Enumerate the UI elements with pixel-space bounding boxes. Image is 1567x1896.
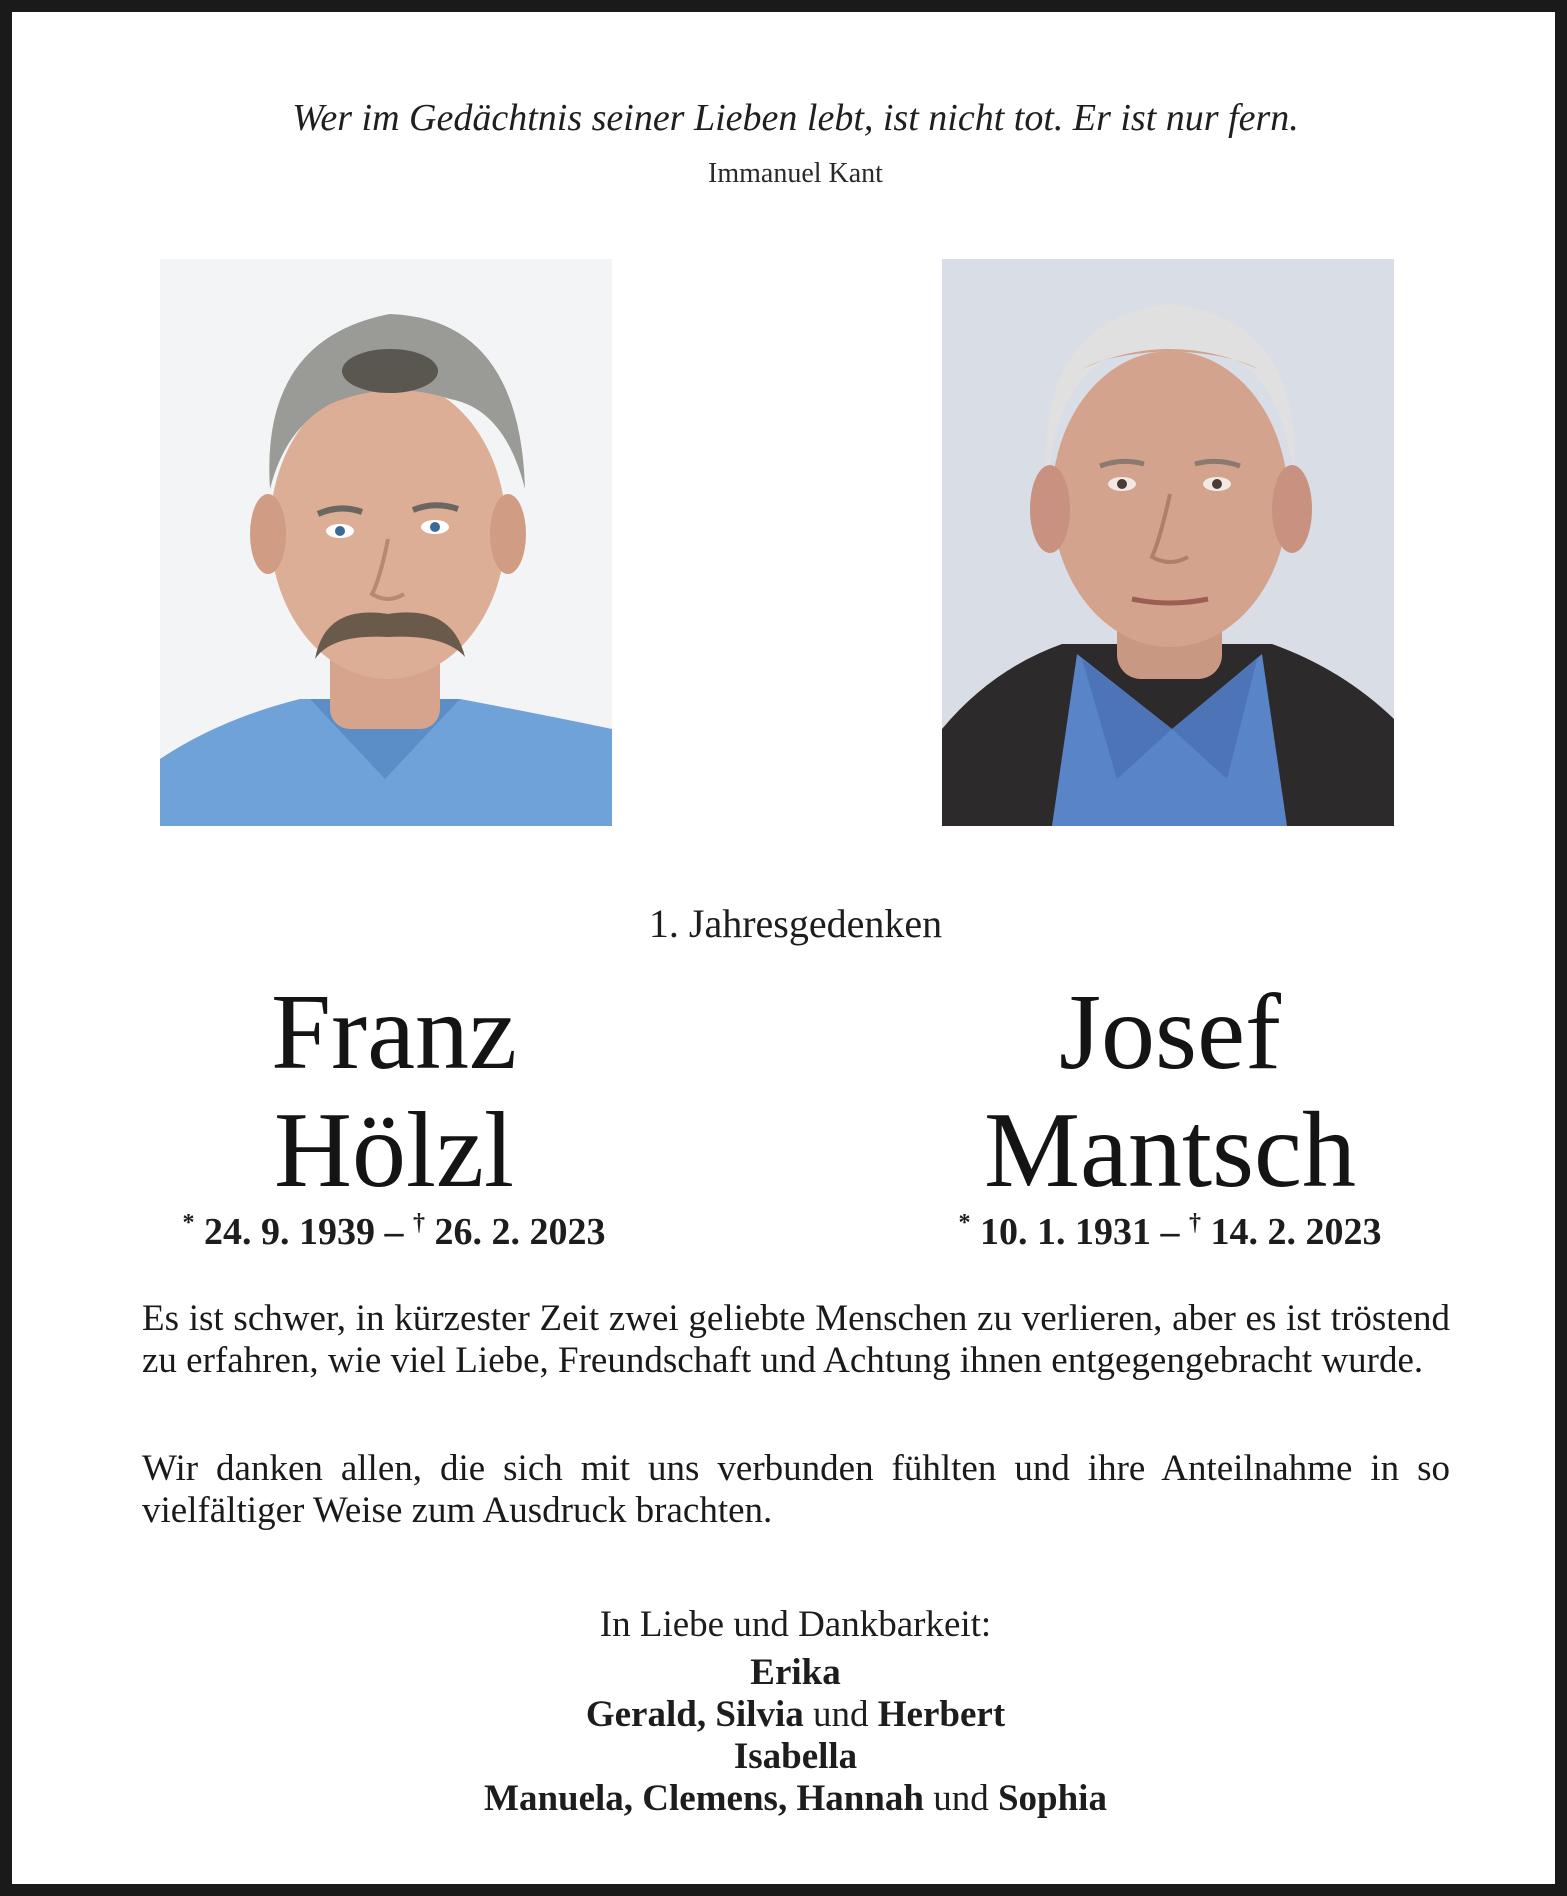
date-separator-right: –: [1160, 1211, 1180, 1253]
portrait-left-illustration: [160, 259, 612, 826]
death-date-left: 26. 2. 2023: [434, 1211, 606, 1253]
closing-text: In Liebe und Dankbarkeit:: [599, 1604, 992, 1645]
death-mark-right: †: [1189, 1210, 1201, 1236]
birth-mark-left: *: [182, 1210, 195, 1236]
family-line: [12, 1694, 1567, 1736]
family-line: [12, 1778, 1567, 1820]
death-date-right: 14. 2. 2023: [1210, 1211, 1382, 1253]
family-name: Manuela, Clemens, Hannah: [484, 1778, 924, 1819]
quote-author: Immanuel Kant: [708, 158, 883, 189]
date-separator-left: –: [384, 1211, 404, 1253]
family-conjunction: und: [813, 1694, 869, 1735]
anniversary-title: 1. Jahresgedenken: [648, 901, 943, 946]
first-name-right: Josef: [1059, 973, 1281, 1092]
birth-date-right: 10. 1. 1931: [980, 1211, 1151, 1253]
last-name-left: Hölzl: [274, 1091, 514, 1210]
family-signature: [12, 1652, 1567, 1820]
message-paragraph-1: Es ist schwer, in kürzester Zeit zwei geliebte Menschen zu verlieren, aber es ist tröstend zu erfahren, wie viel Liebe, Freundschaft und Achtung ihnen entgegengebracht wurde.: [142, 1298, 1450, 1381]
name-right: [890, 974, 1450, 1210]
portrait-photo-left: [160, 259, 612, 826]
family-line: [12, 1736, 1567, 1778]
first-name-left: Franz: [271, 973, 517, 1092]
message-paragraph-2: Wir danken allen, die sich mit uns verbunden fühlten und ihre Anteilnahme in so vielfältiger Weise zum Ausdruck brachten.: [142, 1448, 1450, 1531]
family-name: Isabella: [733, 1736, 858, 1777]
last-name-right: Mantsch: [984, 1091, 1356, 1210]
birth-date-left: 24. 9. 1939: [204, 1211, 375, 1253]
life-dates-left: [114, 1210, 674, 1254]
quote-text: Wer im Gedächtnis seiner Lieben lebt, ist nicht tot. Er ist nur fern.: [292, 97, 1299, 139]
name-left: [114, 974, 674, 1210]
portrait-right-illustration: [942, 259, 1394, 826]
birth-mark-right: *: [958, 1210, 971, 1236]
family-name: Gerald, Silvia: [585, 1694, 804, 1735]
portrait-photo-right: [942, 259, 1394, 826]
family-name: Herbert: [877, 1694, 1006, 1735]
family-line: [12, 1652, 1567, 1694]
life-dates-right: [890, 1210, 1450, 1254]
death-mark-left: †: [413, 1210, 425, 1236]
family-name: Erika: [750, 1652, 841, 1693]
family-conjunction: und: [933, 1778, 989, 1819]
family-name: Sophia: [997, 1778, 1107, 1819]
